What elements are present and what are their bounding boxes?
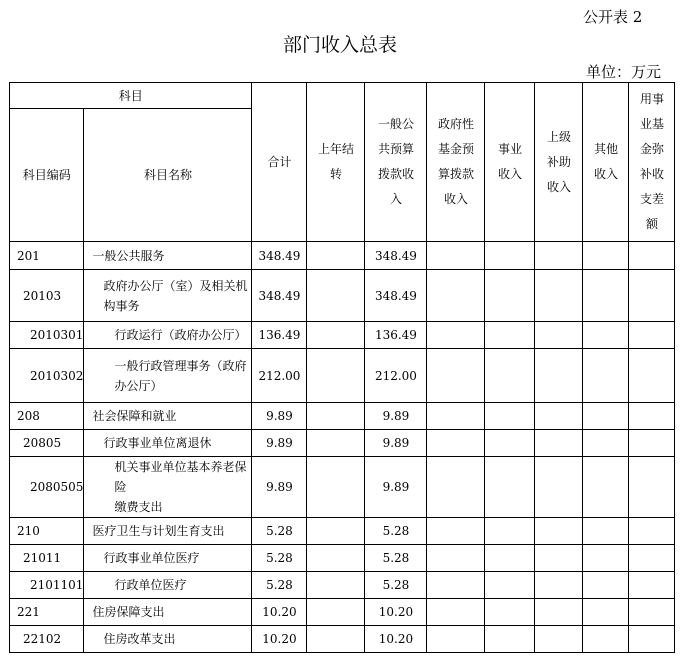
header-line: 事业 (497, 142, 522, 156)
subject-name-cell (84, 403, 252, 430)
total-cell: 9.89 (252, 430, 307, 457)
business-income-cell (485, 572, 535, 599)
other-income-cell (583, 403, 629, 430)
subject-name-cell (84, 599, 252, 626)
reserve-fund-cell (629, 403, 675, 430)
business-income-cell (485, 242, 535, 270)
general-budget-cell: 5.28 (365, 572, 427, 599)
other-income-header-text (583, 137, 628, 187)
other-income-cell (583, 545, 629, 572)
reserve-fund-cell (629, 572, 675, 599)
superior-subsidy-cell (535, 626, 583, 653)
reserve-fund-cell (629, 322, 675, 349)
business-income-cell (485, 430, 535, 457)
gov-fund-header-text (427, 112, 484, 212)
subject-name-line: 行政单位医疗 (114, 578, 187, 592)
reserve-fund-cell (629, 518, 675, 545)
superior-subsidy-cell (535, 349, 583, 403)
gov-fund-header (427, 83, 485, 242)
subject-name-cell (84, 349, 252, 403)
other-income-cell (583, 430, 629, 457)
business-income-cell (485, 322, 535, 349)
superior-subsidy-cell (535, 457, 583, 518)
other-income-cell (583, 572, 629, 599)
total-cell: 9.89 (252, 457, 307, 518)
general-budget-cell: 10.20 (365, 626, 427, 653)
table-row (10, 599, 675, 626)
general-budget-cell: 9.89 (365, 430, 427, 457)
other-income-cell (583, 457, 629, 518)
prev-balance-header (307, 83, 365, 242)
other-income-cell (583, 322, 629, 349)
page-title: 部门收入总表 (282, 34, 397, 56)
subject-code-cell: 22102 (10, 626, 84, 653)
general-budget-cell: 5.28 (365, 518, 427, 545)
subject-code-cell: 21011 (10, 545, 84, 572)
subject-header: 科目 (10, 83, 252, 109)
gov-fund-cell (427, 322, 485, 349)
other-income-header (583, 83, 629, 242)
header-line: 拨款收 (377, 167, 414, 181)
subject-code-cell: 210 (10, 518, 84, 545)
total-header: 合计 (252, 83, 307, 242)
reserve-fund-cell (629, 599, 675, 626)
table-row (10, 270, 675, 322)
header-line: 一般公 (377, 117, 414, 131)
header-line: 政府性 (437, 117, 474, 131)
superior-subsidy-cell (535, 518, 583, 545)
subject-name-cell (84, 270, 252, 322)
header-line: 收入 (546, 179, 571, 194)
general-budget-cell: 348.49 (365, 270, 427, 322)
business-income-cell (485, 457, 535, 518)
header-line: 上级 (546, 129, 571, 144)
general-budget-cell: 9.89 (365, 457, 427, 518)
header-line: 业基 (639, 117, 664, 131)
business-income-cell (485, 270, 535, 322)
name-header: 科目名称 (84, 109, 252, 242)
other-income-cell (583, 270, 629, 322)
subject-name-line: 医疗卫生与计划生育支出 (92, 524, 225, 538)
subject-name-cell (84, 626, 252, 653)
table-row (10, 457, 675, 518)
header-line: 额 (645, 217, 658, 231)
general-budget-cell: 348.49 (365, 242, 427, 270)
subject-name-line: 办公厅） (114, 378, 163, 393)
business-income-cell (485, 349, 535, 403)
general-budget-cell: 136.49 (365, 322, 427, 349)
general-budget-cell: 9.89 (365, 403, 427, 430)
gov-fund-cell (427, 457, 485, 518)
table-row (10, 322, 675, 349)
header-line: 收入 (593, 167, 618, 181)
table-row (10, 430, 675, 457)
subject-name-line: 机关事业单位基本养老保险 (114, 460, 247, 494)
reserve-fund-cell (629, 349, 675, 403)
header-line: 补助 (546, 154, 571, 169)
reserve-fund-header-text (629, 87, 674, 237)
total-cell: 5.28 (252, 572, 307, 599)
total-cell: 10.20 (252, 626, 307, 653)
prev-balance-cell (307, 403, 365, 430)
header-line: 金弥 (639, 142, 664, 156)
superior-subsidy-cell (535, 572, 583, 599)
reserve-fund-cell (629, 545, 675, 572)
total-cell: 5.28 (252, 518, 307, 545)
reserve-fund-cell (629, 242, 675, 270)
header-line: 基金预 (437, 142, 474, 156)
gov-fund-cell (427, 403, 485, 430)
superior-subsidy-header-text (535, 125, 582, 200)
reserve-fund-cell (629, 270, 675, 322)
superior-subsidy-cell (535, 430, 583, 457)
subject-code-cell: 20805 (10, 430, 84, 457)
business-income-cell (485, 545, 535, 572)
table-row (10, 349, 675, 403)
business-income-header (485, 83, 535, 242)
gov-fund-cell (427, 430, 485, 457)
reserve-fund-cell (629, 457, 675, 518)
subject-name-line: 构事务 (103, 298, 140, 313)
business-income-cell (485, 626, 535, 653)
subject-code-cell: 2101101 (10, 572, 84, 599)
superior-subsidy-header (535, 83, 583, 242)
subject-name-line: 一般公共服务 (92, 248, 165, 263)
other-income-cell (583, 599, 629, 626)
header-line: 其他 (593, 142, 618, 156)
subject-name-line: 住房保障支出 (92, 605, 165, 619)
subject-name-cell (84, 518, 252, 545)
subject-code-cell: 201 (10, 242, 84, 270)
table-row (10, 403, 675, 430)
gov-fund-cell (427, 349, 485, 403)
gov-fund-cell (427, 545, 485, 572)
gov-fund-cell (427, 572, 485, 599)
header-line: 用事 (639, 92, 664, 106)
total-cell: 9.89 (252, 403, 307, 430)
table-row (10, 518, 675, 545)
header-line: 收入 (443, 192, 468, 206)
subject-name-cell (84, 242, 252, 270)
subject-name-line: 缴费支出 (114, 500, 163, 514)
business-income-cell (485, 599, 535, 626)
prev-balance-cell (307, 545, 365, 572)
business-income-cell (485, 518, 535, 545)
reserve-fund-cell (629, 430, 675, 457)
business-income-cell (485, 403, 535, 430)
subject-name-line: 行政运行（政府办公厅） (114, 328, 247, 342)
business-income-header-text (485, 137, 534, 187)
prev-balance-cell (307, 349, 365, 403)
other-income-cell (583, 626, 629, 653)
subject-name-cell (84, 430, 252, 457)
other-income-cell (583, 242, 629, 270)
prev-balance-cell (307, 518, 365, 545)
table-row (10, 572, 675, 599)
prev-balance-cell (307, 572, 365, 599)
reserve-fund-cell (629, 626, 675, 653)
subject-name-cell (84, 545, 252, 572)
subject-name-line: 政府办公厅（室）及相关机 (103, 278, 248, 293)
other-income-cell (583, 518, 629, 545)
subject-name-line: 社会保障和就业 (92, 409, 177, 423)
subject-name-line: 一般行政管理事务（政府 (114, 358, 247, 373)
reserve-fund-header (629, 83, 675, 242)
prev-balance-cell (307, 430, 365, 457)
superior-subsidy-cell (535, 403, 583, 430)
subject-name-cell (84, 322, 252, 349)
prev-balance-cell (307, 270, 365, 322)
total-cell: 10.20 (252, 599, 307, 626)
header-line: 上年结 (317, 142, 354, 156)
superior-subsidy-cell (535, 322, 583, 349)
total-cell: 5.28 (252, 545, 307, 572)
subject-code-cell: 20103 (10, 270, 84, 322)
header-line: 补收 (639, 167, 664, 181)
prev-balance-cell (307, 242, 365, 270)
subject-name-cell (84, 572, 252, 599)
table-row (10, 545, 675, 572)
general-budget-cell: 10.20 (365, 599, 427, 626)
total-cell: 348.49 (252, 270, 307, 322)
total-cell: 136.49 (252, 322, 307, 349)
superior-subsidy-cell (535, 242, 583, 270)
gov-fund-cell (427, 242, 485, 270)
header-line: 入 (389, 192, 402, 206)
total-cell: 348.49 (252, 242, 307, 270)
unit-label: 单位：万元 (586, 63, 662, 81)
other-income-cell (583, 349, 629, 403)
table-row (10, 242, 675, 270)
subject-code-cell: 221 (10, 599, 84, 626)
prev-balance-cell (307, 322, 365, 349)
header-line: 共预算 (377, 142, 414, 156)
prev-balance-header-text (307, 137, 364, 187)
gov-fund-cell (427, 626, 485, 653)
superior-subsidy-cell (535, 545, 583, 572)
general-budget-cell: 212.00 (365, 349, 427, 403)
superior-subsidy-cell (535, 270, 583, 322)
header-line: 支差 (639, 192, 664, 206)
subject-code-cell: 2080505 (10, 457, 84, 518)
table-number-tag: 公开表 2 (583, 8, 643, 26)
header-row-1 (10, 83, 675, 109)
code-header: 科目编码 (10, 109, 84, 242)
subject-name-line: 行政事业单位医疗 (103, 551, 200, 565)
subject-code-cell: 2010301 (10, 322, 84, 349)
total-cell: 212.00 (252, 349, 307, 403)
gov-fund-cell (427, 518, 485, 545)
general-budget-header-text (365, 112, 426, 212)
subject-name-line: 住房改革支出 (103, 632, 176, 646)
prev-balance-cell (307, 457, 365, 518)
header-line: 转 (329, 167, 342, 181)
table-row (10, 626, 675, 653)
subject-name-line: 行政事业单位离退休 (103, 436, 212, 450)
general-budget-header (365, 83, 427, 242)
header-line: 算拨款 (437, 167, 474, 181)
gov-fund-cell (427, 599, 485, 626)
prev-balance-cell (307, 626, 365, 653)
superior-subsidy-cell (535, 599, 583, 626)
gov-fund-cell (427, 270, 485, 322)
subject-name-cell (84, 457, 252, 518)
income-table (9, 82, 675, 653)
subject-code-cell: 2010302 (10, 349, 84, 403)
header-line: 收入 (497, 167, 522, 181)
subject-code-cell: 208 (10, 403, 84, 430)
general-budget-cell: 5.28 (365, 545, 427, 572)
prev-balance-cell (307, 599, 365, 626)
